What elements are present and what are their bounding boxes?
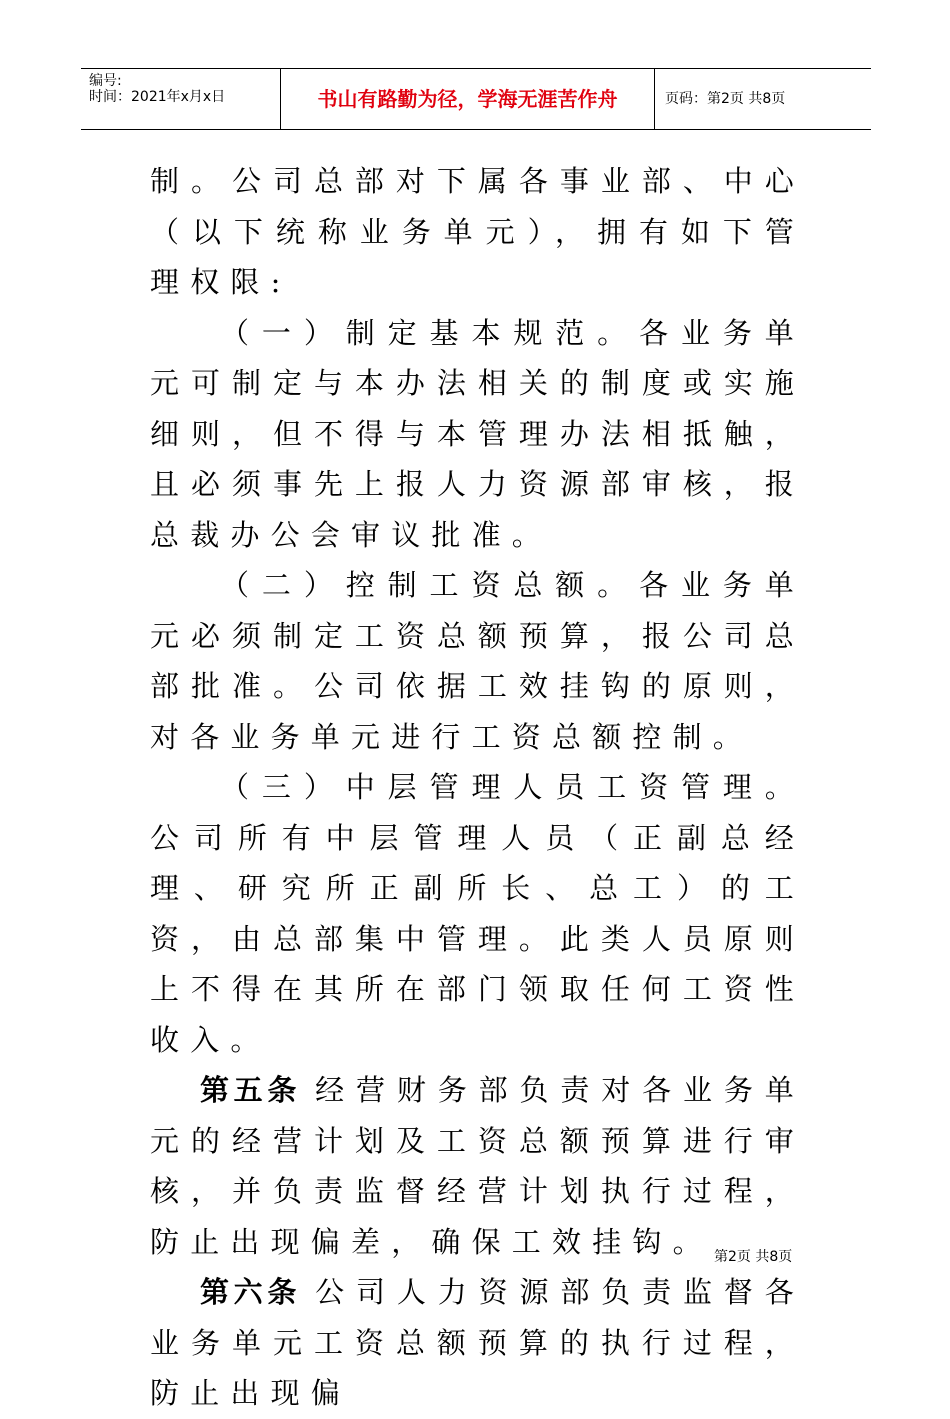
- article-5: [150, 1065, 805, 1267]
- document-number-label: 编号:: [89, 73, 122, 89]
- article-5-text: 经营财务部负责对各业务单元的经营计划及工资总额预算进行审核，并负责监督经营计划执行过程，防止出现偏差，确保工效挂钩。: [150, 1073, 805, 1259]
- document-body: [150, 156, 805, 1419]
- article-5-title: 第五条: [200, 1073, 302, 1107]
- page-header: [81, 68, 871, 130]
- paragraph-item-1: （一）制定基本规范。各业务单元可制定与本办法相关的制度或实施细则，但不得与本管理办法相抵触，且必须事先上报人力资源部审核，报总裁办公会审议批准。: [150, 315, 805, 552]
- paragraph-item-3: （三）中层管理人员工资管理。公司所有中层管理人员（正副总经理、研究所正副所长、总工）的工资，由总部集中管理。此类人员原则上不得在其所在部门领取任何工资性收入。: [150, 770, 805, 1057]
- paragraph-continuation: 制。公司总部对下属各事业部、中心（以下统称业务单元），拥有如下管理权限:: [150, 164, 805, 299]
- header-meta: [81, 69, 281, 129]
- header-motto: 书山有路勤为径，学海无涯苦作舟: [281, 69, 655, 129]
- article-6: [150, 1267, 805, 1419]
- document-date: 时间：2021年x月x日: [89, 89, 226, 105]
- header-page-info: 页码：第2页 共8页: [665, 91, 786, 107]
- article-6-title: 第六条: [200, 1275, 302, 1309]
- paragraph-item-2: （二）控制工资总额。各业务单元必须制定工资总额预算，报公司总部批准。公司依据工效挂钩的原则，对各业务单元进行工资总额控制。: [150, 568, 805, 754]
- article-6-text: 公司人力资源部负责监督各业务单元工资总额预算的执行过程，防止出现偏: [150, 1275, 805, 1410]
- page-footer: 第2页 共8页: [714, 1249, 793, 1265]
